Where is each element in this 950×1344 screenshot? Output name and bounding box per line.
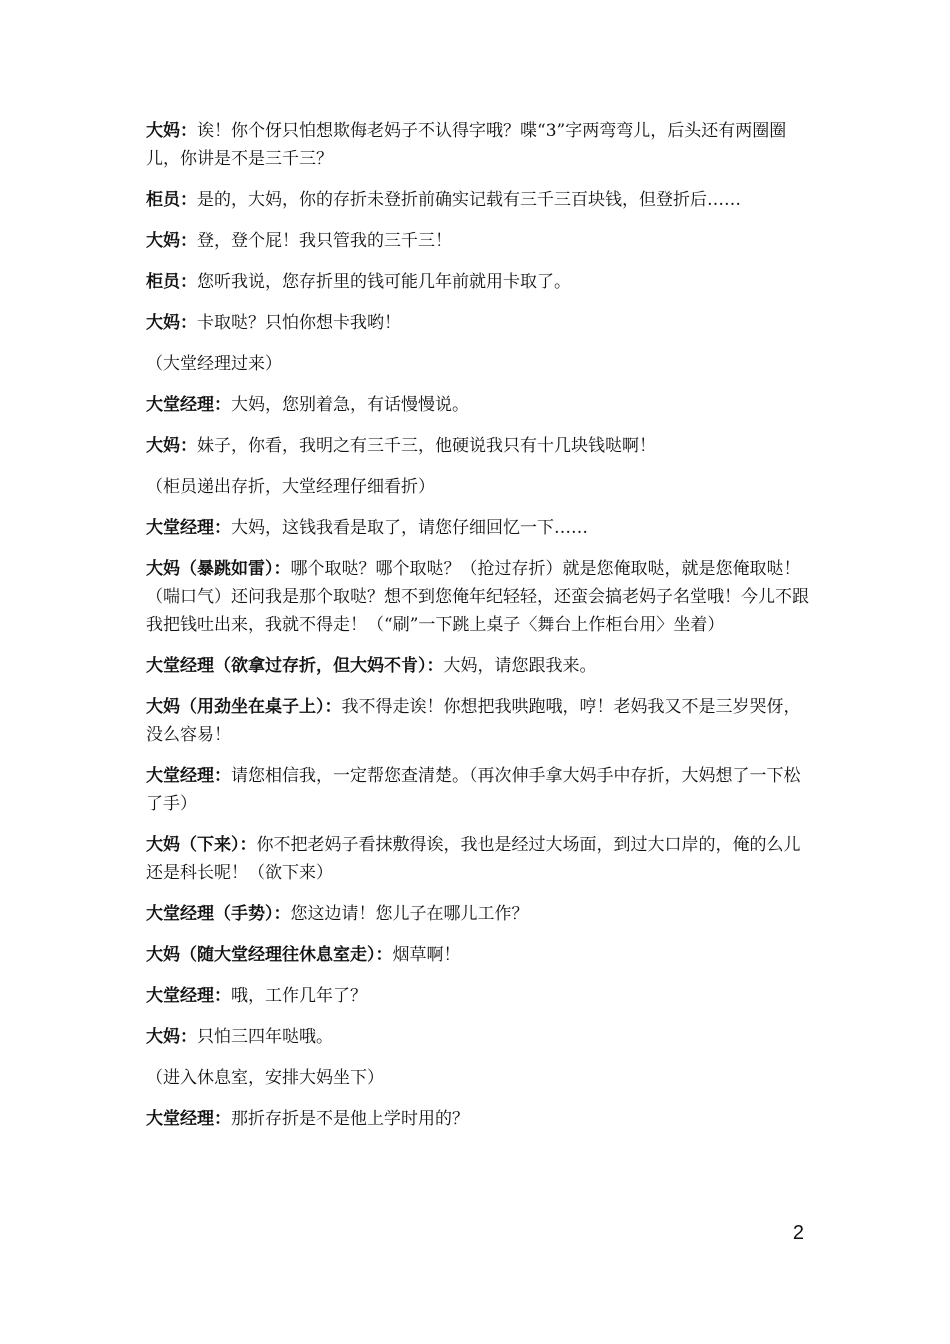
speaker-label: 大妈（用劲坐在桌子上）：	[146, 697, 342, 717]
dialogue-text: 我不得走诶！你想把我哄跑哦，哼！老妈我又不是三岁哭伢，没么容易！	[146, 697, 801, 745]
stage-direction-text: （进入休息室，安排大妈坐下）	[146, 1068, 384, 1088]
dialogue-line	[146, 831, 810, 887]
dialogue-line	[146, 762, 810, 818]
speaker-label: 大堂经理：	[146, 986, 231, 1006]
dialogue-text: 您听我说，您存折里的钱可能几年前就用卡取了。	[197, 272, 571, 292]
dialogue-line	[146, 941, 810, 969]
speaker-label: 柜员：	[146, 190, 197, 210]
dialogue-text: 你不把老妈子看抹敷得诶，我也是经过大场面，到过大口岸的，俺的么儿还是科长呢！（欲下来）	[146, 835, 801, 883]
dialogue-text: 卡取哒？只怕你想卡我哟！	[197, 313, 401, 333]
page-number: 2	[792, 1222, 804, 1244]
speaker-label: 大堂经理：	[146, 518, 231, 538]
dialogue-text: 是的，大妈，你的存折未登折前确实记载有三千三百块钱，但登折后……	[197, 190, 741, 210]
dialogue-text: 您这边请！您儿子在哪儿工作？	[290, 904, 529, 924]
stage-direction-text: （柜员递出存折，大堂经理仔细看折）	[146, 477, 435, 497]
dialogue-line	[146, 117, 810, 173]
speaker-label: 大妈：	[146, 231, 197, 251]
dialogue-text: 那折存折是不是他上学时用的？	[231, 1109, 469, 1129]
speaker-label: 大妈：	[146, 313, 197, 333]
dialogue-line	[146, 982, 810, 1010]
dialogue-text: 登，登个屁！我只管我的三千三！	[197, 231, 452, 251]
dialogue-line	[146, 1023, 810, 1051]
stage-direction	[146, 1064, 810, 1092]
dialogue-line	[146, 186, 810, 214]
dialogue-line	[146, 268, 810, 296]
dialogue-line	[146, 555, 810, 639]
dialogue-text: 诶！你个伢只怕想欺侮老妈子不认得字哦？喋“3”字两弯弯儿，后头还有两圈圈儿，你讲是不是三千三？	[146, 121, 787, 169]
speaker-label: 大妈：	[146, 1027, 197, 1047]
dialogue-text: 大妈，这钱我看是取了，请您仔细回忆一下……	[231, 518, 588, 538]
stage-direction	[146, 350, 810, 378]
dialogue-line	[146, 652, 810, 680]
dialogue-text: 哪个取哒？哪个取哒？（抢过存折）就是您俺取哒，就是您俺取哒！（喘口气）还问我是那个取哒？想不到您俺年纪轻轻，还蛮会搞老妈子名堂哦！今儿不跟我把钱吐出来，我就不得走！（“刷”一下跳上桌子〈舞台上作柜台用〉坐着）	[146, 559, 809, 635]
dialogue-text: 哦，工作几年了？	[231, 986, 367, 1006]
dialogue-text: 大妈，您别着急，有话慢慢说。	[231, 395, 469, 415]
dialogue-text: 妹子，你看，我明之有三千三，他硬说我只有十几块钱哒啊！	[197, 436, 656, 456]
dialogue-line	[146, 900, 810, 928]
dialogue-line	[146, 227, 810, 255]
dialogue-text: 只怕三四年哒哦。	[197, 1027, 333, 1047]
script-body	[146, 117, 810, 1146]
speaker-label: 大妈：	[146, 121, 197, 141]
speaker-label: 大堂经理：	[146, 395, 231, 415]
dialogue-line	[146, 693, 810, 749]
dialogue-line	[146, 391, 810, 419]
speaker-label: 大堂经理：	[146, 1109, 231, 1129]
speaker-label: 大堂经理：	[146, 766, 231, 786]
stage-direction-text: （大堂经理过来）	[146, 354, 282, 374]
speaker-label: 柜员：	[146, 272, 197, 292]
speaker-label: 大堂经理（欲拿过存折，但大妈不肯）：	[146, 656, 444, 676]
speaker-label: 大妈：	[146, 436, 197, 456]
dialogue-line	[146, 514, 810, 542]
speaker-label: 大妈（下来）：	[146, 835, 257, 855]
stage-direction	[146, 473, 810, 501]
dialogue-text: 烟草啊！	[392, 945, 461, 965]
speaker-label: 大妈（暴跳如雷）：	[146, 559, 291, 579]
dialogue-line	[146, 432, 810, 460]
dialogue-line	[146, 1105, 810, 1133]
speaker-label: 大妈（随大堂经理往休息室走）：	[146, 945, 393, 965]
speaker-label: 大堂经理（手势）：	[146, 904, 291, 924]
dialogue-line	[146, 309, 810, 337]
dialogue-text: 大妈，请您跟我来。	[443, 656, 597, 676]
dialogue-text: 请您相信我，一定帮您查清楚。（再次伸手拿大妈手中存折，大妈想了一下松了手）	[146, 766, 801, 814]
